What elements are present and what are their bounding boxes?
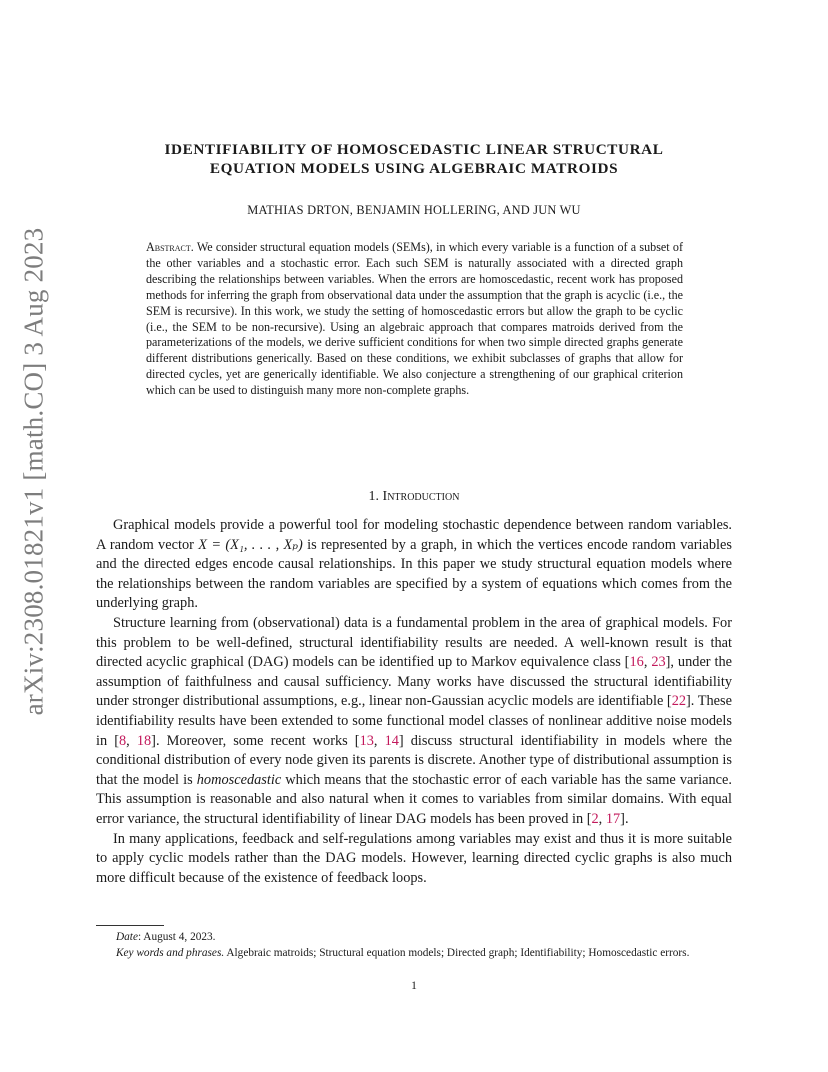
citation-link[interactable]: 18 [136, 732, 152, 749]
date-label: Date [116, 931, 138, 943]
text-run: , [126, 732, 137, 749]
random-vector-math: X = (X₁, . . . , Xₚ) [198, 536, 303, 553]
keywords-footnote [96, 946, 732, 962]
citation-link[interactable]: 23 [651, 654, 666, 671]
citation-link[interactable]: 8 [119, 732, 127, 749]
citation-link[interactable]: 2 [591, 810, 599, 827]
citation-link[interactable]: 14 [384, 732, 399, 749]
footnote-rule [96, 925, 164, 926]
citation-link[interactable]: 16 [629, 654, 644, 671]
keywords-label: Key words and phrases. [116, 946, 225, 959]
text-run: ]. [620, 810, 629, 827]
paragraph-3: In many applications, feedback and self-regulations among variables may exist and thus it is more suitable to apply cyclic models rather than the DAG models. However, learning directed cyclic graphs is also much more difficult because of the existence of feedback loops. [96, 830, 732, 886]
body-text [96, 516, 732, 888]
text-run: ]. Moreover, some recent works [ [151, 732, 360, 749]
arxiv-id-text[interactable]: arXiv:2308.01821v1 [math.CO] 3 Aug 2023 [18, 227, 49, 715]
text-run: , [373, 732, 385, 749]
citation-link[interactable]: 13 [359, 732, 374, 749]
abstract-label: Abstract. [146, 240, 194, 254]
author-list: MATHIAS DRTON, BENJAMIN HOLLERING, AND JUN WU [247, 203, 581, 217]
date-footnote [96, 930, 732, 946]
text-run: , [643, 654, 652, 671]
text-run: ]. These identifiability results have been extended to some functional model classes of nonlinear additive noise models in [ [96, 693, 732, 749]
text-run: , [598, 810, 606, 827]
citation-link[interactable]: 17 [605, 810, 621, 827]
text-run: ] discuss structural identifiability in models where the conditional distribution of every node given its parents is discrete. Another type of distributional assumption is that the model is [96, 732, 732, 788]
emphasis-homoscedastic: homoscedastic [196, 771, 282, 788]
text-run: which means that the stochastic error of each variable has the same variance. This assumption is reasonable and also natural when it comes to variables from similar domains. With equal error variance, the structural identifiability of linear DAG models has been proved in [ [96, 771, 732, 827]
abstract-text: We consider structural equation models (SEMs), in which every variable is a function of a subset of the other variables and a stochastic error. Each such SEM is naturally associated with a directed graph describing the relationships between variables. When the errors are homoscedastic, recent work has proposed methods for inferring the graph from observational data under the assumption that the graph is acyclic (i.e., the SEM is recursive). In this work, we study the setting of homoscedastic errors but allow the graph to be cyclic (i.e., the SEM to be non-recursive). Using an algebraic approach that compares matroids derived from the parameterizations of the models, we derive sufficient conditions for when two simple directed graphs generate different distributions generically. Based on these conditions, we exhibit subclasses of graphs that allow for directed cycles, yet are generically identifiable. We also conjecture a strengthening of our graphical criterion which can be used to distinguish many more non-complete graphs. [146, 240, 683, 398]
text-run: Structure learning from (observational) data is a fundamental problem in the area of graphical models. For this problem to be well-defined, structural identifiability results are needed. A well-known result is that directed acyclic graphical (DAG) models can be identified up to Markov equivalence class [ [96, 614, 732, 671]
text-run: Graphical models provide a powerful tool for modeling stochastic dependence between random variables. A random vector [96, 517, 732, 553]
paper-title [96, 140, 732, 178]
date-value: : August 4, 2023. [137, 931, 216, 943]
page-number: 1 [411, 980, 417, 992]
paragraph-1 [96, 516, 732, 614]
section-number: 1. [368, 489, 380, 504]
text-run: is represented by a graph, in which the vertices encode random variables and the directed edges encode causal relationships. In this paper we study structural equation models where the relationships between the random variables are specified by a system of equations which comes from the underlying graph. [96, 536, 732, 612]
abstract-block [146, 240, 683, 399]
citation-link[interactable]: 22 [671, 693, 687, 710]
section-title: Introduction [382, 489, 460, 504]
arxiv-identifier-stamp [4, 0, 64, 1072]
keywords-value: Algebraic matroids; Structural equation models; Directed graph; Identifiability; Homoscedastic errors. [224, 946, 690, 959]
section-heading [96, 489, 732, 505]
title-line-1: IDENTIFIABILITY OF HOMOSCEDASTIC LINEAR STRUCTURAL [164, 141, 664, 158]
text-run: ], under the assumption of faithfulness and causal sufficiency. Many works have discussed the structural identifiability under stronger distributional assumptions, e.g., linear non-Gaussian acyclic models are identifiable [ [96, 654, 733, 710]
title-line-2: EQUATION MODELS USING ALGEBRAIC MATROIDS [209, 160, 619, 177]
footnotes [96, 930, 732, 961]
paragraph-2 [96, 614, 732, 830]
